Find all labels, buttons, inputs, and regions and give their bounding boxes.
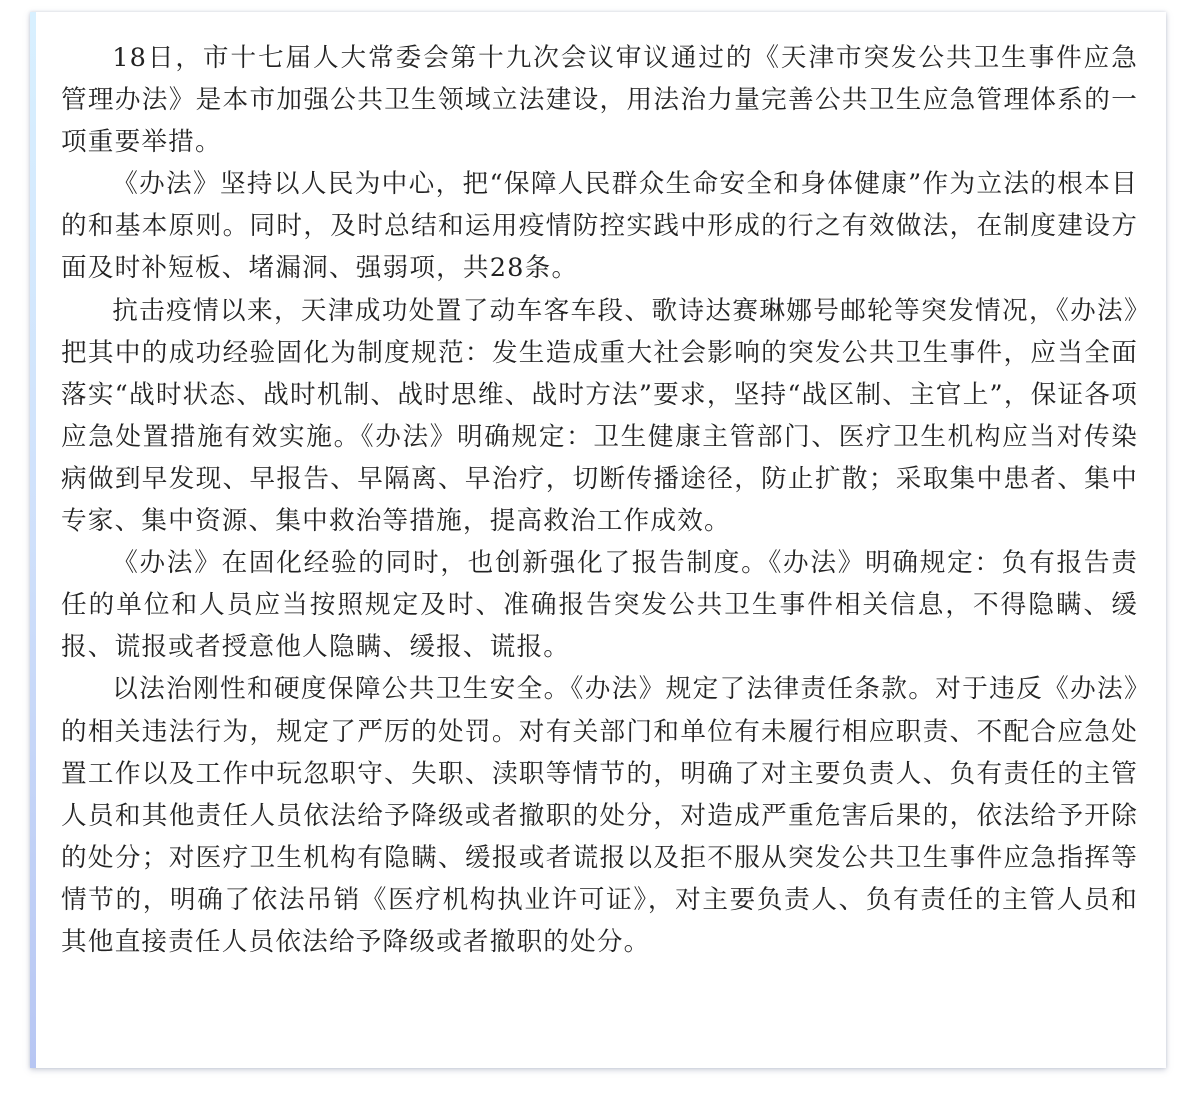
paragraph-1: 18日，市十七届人大常委会第十九次会议审议通过的《天津市突发公共卫生事件应急管理办法》是本市加强公共卫生领域立法建设，用法治力量完善公共卫生应急管理体系的一项重要举措。 [61, 43, 1138, 158]
article-card [30, 12, 1166, 1068]
accent-bar [30, 12, 36, 1068]
paragraph-2: 《办法》坚持以人民为中心，把“保障人民群众生命安全和身体健康”作为立法的根本目的和基本原则。同时，及时总结和运用疫情防控实践中形成的行之有效做法，在制度建设方面及时补短板、堵漏洞、强弱项，共28条。 [61, 169, 1138, 284]
paragraph-3: 抗击疫情以来，天津成功处置了动车客车段、歌诗达赛琳娜号邮轮等突发情况，《办法》把其中的成功经验固化为制度规范：发生造成重大社会影响的突发公共卫生事件，应当全面落实“战时状态、战时机制、战时思维、战时方法”要求，坚持“战区制、主官上”，保证各项应急处置措施有效实施。《办法》明确规定：卫生健康主管部门、医疗卫生机构应当对传染病做到早发现、早报告、早隔离、早治疗，切断传播途径，防止扩散；采取集中患者、集中专家、集中资源、集中救治等措施，提高救治工作成效。 [61, 295, 1138, 537]
paragraph-4: 《办法》在固化经验的同时，也创新强化了报告制度。《办法》明确规定：负有报告责任的单位和人员应当按照规定及时、准确报告突发公共卫生事件相关信息，不得隐瞒、缓报、谎报或者授意他人隐瞒、缓报、谎报。 [61, 548, 1138, 663]
paragraph-5: 以法治刚性和硬度保障公共卫生安全。《办法》规定了法律责任条款。对于违反《办法》的相关违法行为，规定了严厉的处罚。对有关部门和单位有未履行相应职责、不配合应急处置工作以及工作中玩忽职守、失职、渎职等情节的，明确了对主要负责人、负有责任的主管人员和其他责任人员依法给予降级或者撤职的处分，对造成严重危害后果的，依法给予开除的处分；对医疗卫生机构有隐瞒、缓报或者谎报以及拒不服从突发公共卫生事件应急指挥等情节的，明确了依法吊销《医疗机构执业许可证》，对主要负责人、负有责任的主管人员和其他直接责任人员依法给予降级或者撤职的处分。 [61, 674, 1138, 957]
article-body [61, 37, 1138, 963]
